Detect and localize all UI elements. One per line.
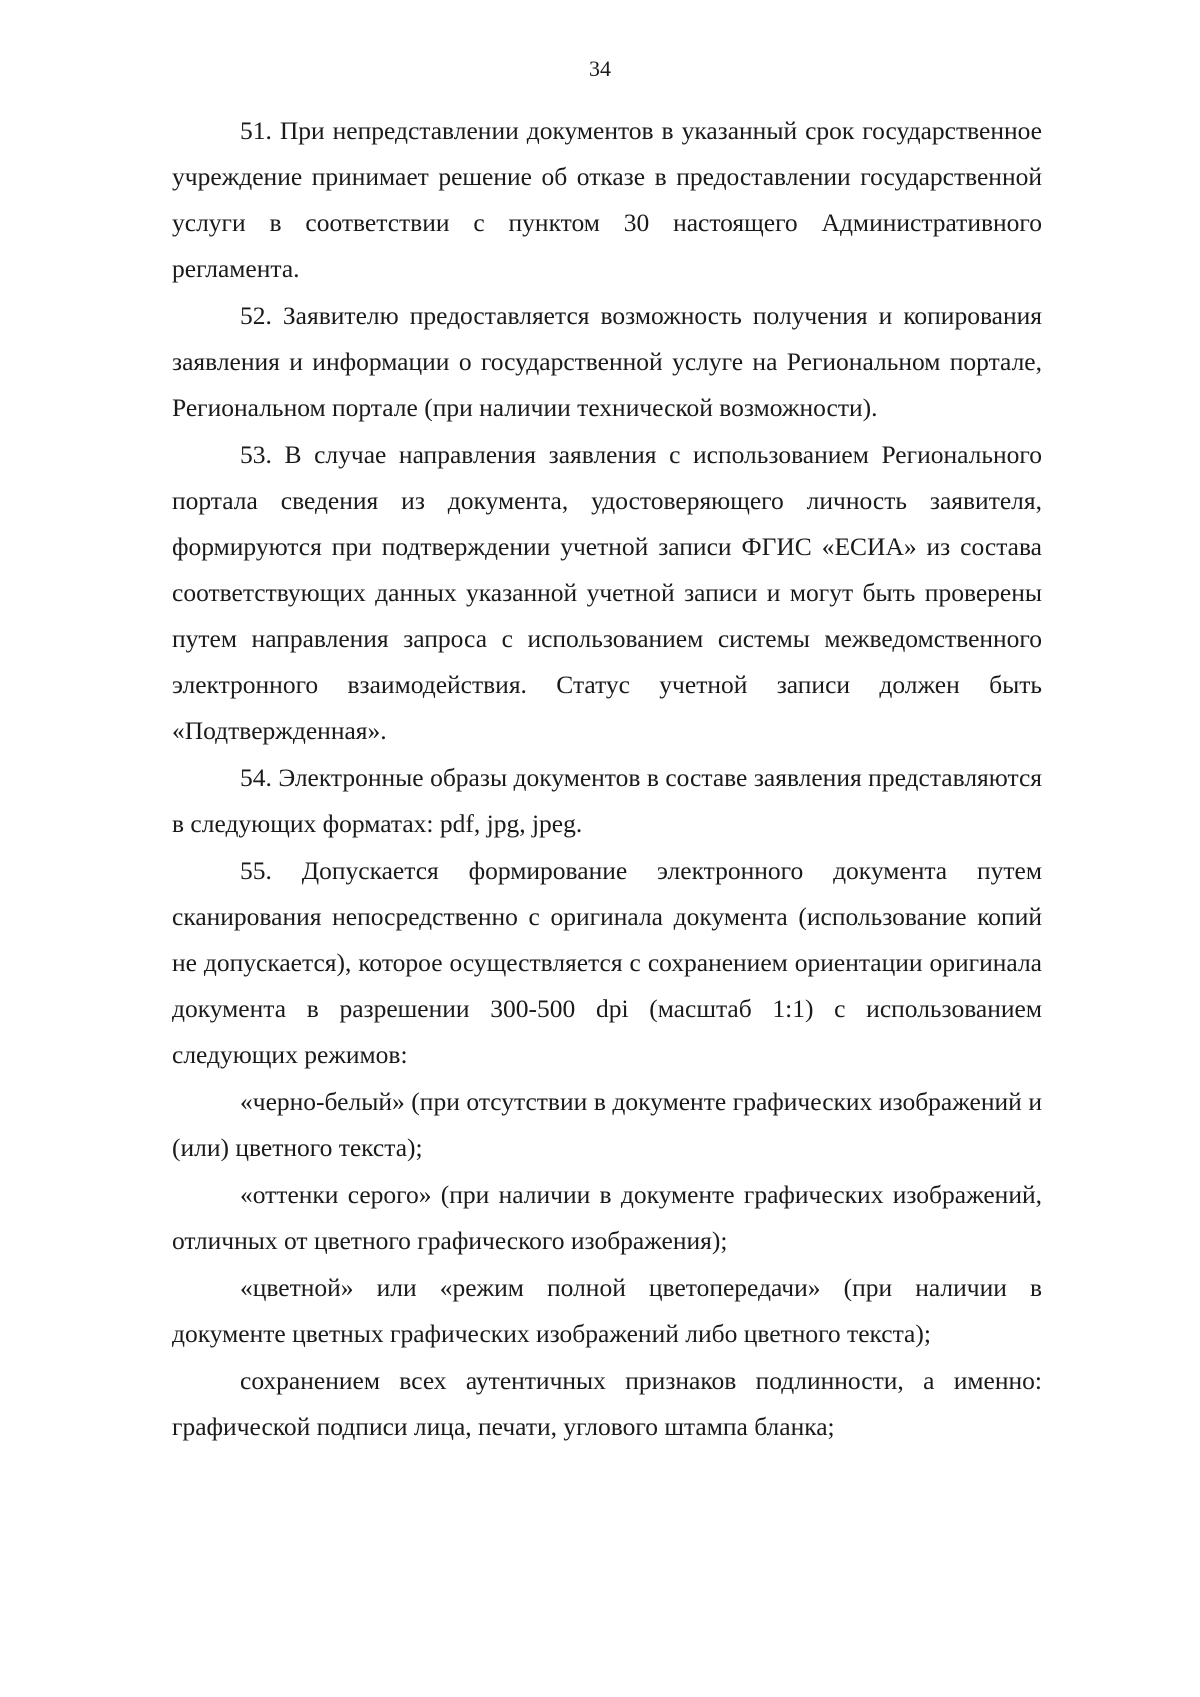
paragraph-54: 54. Электронные образы документов в составе заявления представляются в следующих форматах: pdf, jpg, jpeg. [172, 763, 1042, 838]
page-number: 34 [589, 56, 611, 81]
paragraph-55: 55. Допускается формирование электронного документа путем сканирования непосредственно с оригинала документа (использование копий не допускается), которое осуществляется с сохранением ориентации оригинала документа в разрешении 300-500 dpi (масштаб 1:1) с использованием следующих режимов: [172, 856, 1042, 1069]
authenticity-features: сохранением всех аутентичных признаков подлинности, а именно: графической подписи лица, печати, углового штампа бланка; [172, 1366, 1042, 1441]
paragraph-53: 53. В случае направления заявления с использованием Регионального портала сведения из документа, удостоверяющего личность заявителя, формируются при подтверждении учетной записи ФГИС «ЕСИА» из состава соответствующих данных указанной учетной записи и могут быть проверены путем направления запроса с использованием системы межведомственного электронного взаимодействия. Статус учетной записи должен быть «Подтвержденная». [172, 440, 1042, 745]
paragraph-51: 51. При непредставлении документов в указанный срок государственное учреждение принимает решение об отказе в предоставлении государственной услуги в соответствии с пунктом 30 настоящего Административного регламента. [172, 116, 1042, 283]
paragraph-52: 52. Заявителю предоставляется возможность получения и копирования заявления и информации о государственной услуге на Региональном портале, Региональном портале (при наличии технической возможности). [172, 301, 1042, 422]
scan-mode-black-white: «черно-белый» (при отсутствии в документе графических изображений и (или) цветного текста); [172, 1087, 1042, 1162]
scan-mode-grayscale: «оттенки серого» (при наличии в документе графических изображений, отличных от цветного графического изображения); [172, 1180, 1042, 1255]
document-body [172, 108, 1042, 1450]
scan-mode-color: «цветной» или «режим полной цветопередачи» (при наличии в документе цветных графических изображений либо цветного текста); [172, 1273, 1042, 1348]
